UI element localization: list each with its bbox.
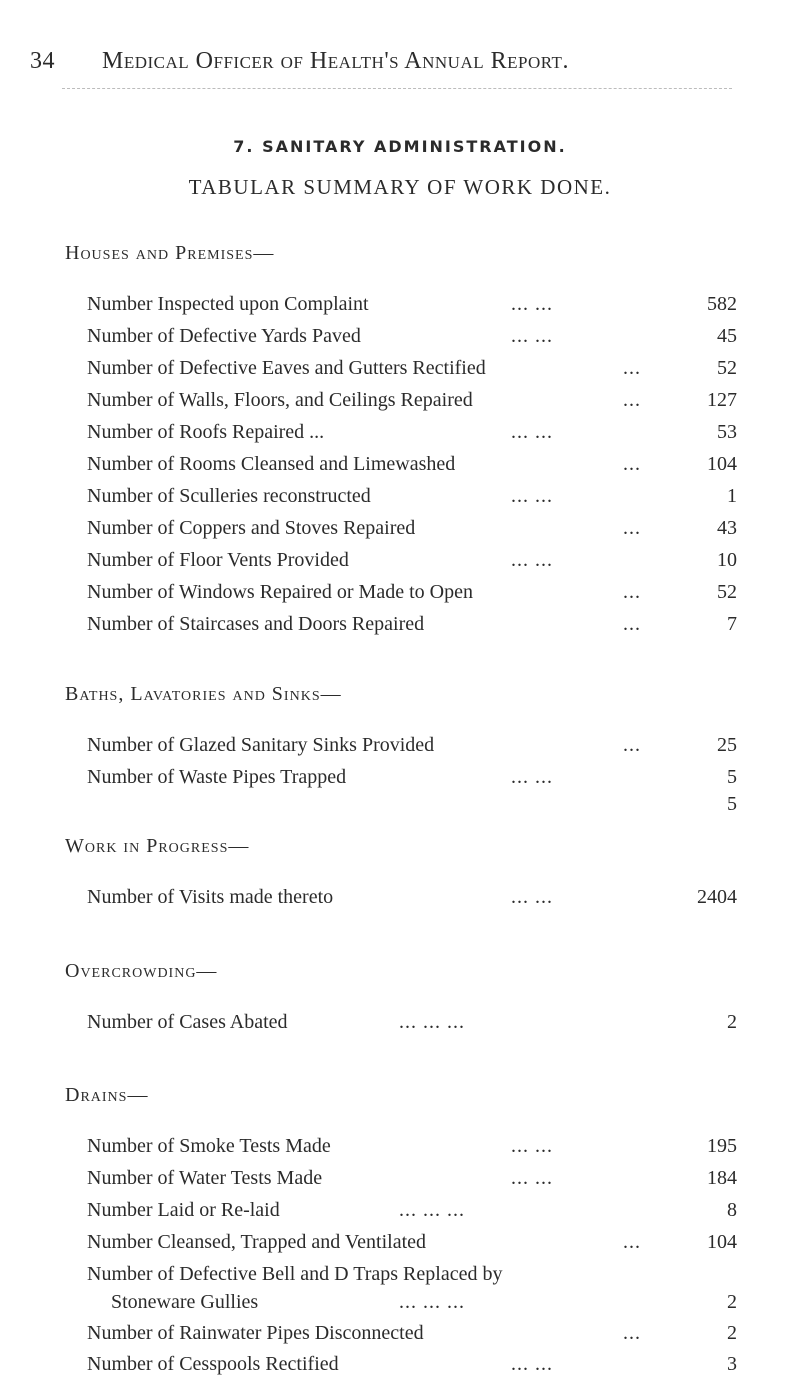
- header-rule: [62, 88, 732, 89]
- row-leader: ... ...: [511, 325, 553, 347]
- row-leader: ...: [623, 1322, 641, 1344]
- row-label: Number of Staircases and Doors Repaired: [87, 613, 425, 635]
- page-header: [30, 48, 800, 88]
- table-row: [87, 485, 737, 515]
- table-row: [87, 581, 737, 611]
- row-label: Number of Coppers and Stoves Repaired: [87, 517, 416, 539]
- table-row: [87, 1231, 737, 1261]
- row-label: Number of Roofs Repaired ...: [87, 421, 325, 443]
- group-heading-progress: Work in Progress—: [65, 835, 250, 857]
- row-label: Number of Floor Vents Provided: [87, 549, 349, 571]
- row-value: 5: [727, 766, 737, 788]
- row-label-continued: Stoneware Gullies: [111, 1291, 259, 1313]
- row-value: 184: [707, 1167, 737, 1189]
- table-row: [87, 1199, 737, 1229]
- row-value: 10: [717, 549, 737, 571]
- table-row: [87, 1322, 737, 1352]
- row-leader: ... ...: [511, 421, 553, 443]
- row-label: Number of Water Tests Made: [87, 1167, 323, 1189]
- row-value: 52: [717, 357, 737, 379]
- row-leader: ... ...: [511, 549, 553, 571]
- row-value: 8: [727, 1199, 737, 1221]
- row-label: Number of Defective Yards Paved: [87, 325, 361, 347]
- row-value: 104: [707, 1231, 737, 1253]
- subtotal-value: 5: [727, 793, 737, 815]
- row-value: 7: [727, 613, 737, 635]
- row-value: 45: [717, 325, 737, 347]
- table-row: [87, 1353, 737, 1383]
- group-heading-baths: Baths, Lavatories and Sinks—: [65, 683, 342, 705]
- row-label: Number of Rooms Cleansed and Limewashed: [87, 453, 456, 475]
- table-row: [87, 325, 737, 355]
- row-label: Number of Cases Abated: [87, 1011, 288, 1033]
- row-leader: ... ... ...: [399, 1291, 465, 1313]
- row-value: 53: [717, 421, 737, 443]
- row-leader: ...: [623, 734, 641, 756]
- row-label: Number of Waste Pipes Trapped: [87, 766, 347, 788]
- row-leader: ...: [623, 581, 641, 603]
- table-row: [87, 293, 737, 323]
- group-heading-drains: Drains—: [65, 1084, 149, 1106]
- row-label: Number Inspected upon Complaint: [87, 293, 369, 315]
- row-value: 127: [707, 389, 737, 411]
- table-row: [87, 389, 737, 419]
- row-value: 3: [727, 1353, 737, 1375]
- table-row: [87, 453, 737, 483]
- row-value: 2: [727, 1011, 737, 1033]
- row-value: 195: [707, 1135, 737, 1157]
- row-leader: ...: [623, 517, 641, 539]
- row-label: Number of Cesspools Rectified: [87, 1353, 339, 1375]
- row-leader: ...: [623, 453, 641, 475]
- row-label: Number Laid or Re-laid: [87, 1199, 280, 1221]
- group-heading-houses: Houses and Premises—: [65, 242, 275, 264]
- row-leader: ...: [623, 1231, 641, 1253]
- row-leader: ... ... ...: [399, 1011, 465, 1033]
- running-title: Medical Officer of Health's Annual Report.: [102, 48, 569, 74]
- table-row: [87, 1263, 737, 1321]
- row-leader: ... ... ...: [399, 1199, 465, 1221]
- table-row: [87, 549, 737, 579]
- row-value: 582: [707, 293, 737, 315]
- row-leader: ... ...: [511, 1135, 553, 1157]
- row-leader: ... ...: [511, 886, 553, 908]
- row-leader: ...: [623, 389, 641, 411]
- table-row: [87, 1011, 737, 1041]
- table-row: [87, 734, 737, 764]
- row-label: Number of Glazed Sanitary Sinks Provided: [87, 734, 435, 756]
- table-row: [87, 613, 737, 643]
- section-title: 7. SANITARY ADMINISTRATION.: [233, 137, 567, 156]
- row-value: 104: [707, 453, 737, 475]
- row-label: Number of Windows Repaired or Made to Open: [87, 581, 473, 603]
- row-label: Number of Sculleries reconstructed: [87, 485, 371, 507]
- row-leader: ... ...: [511, 485, 553, 507]
- group-heading-overcrowding: Overcrowding—: [65, 960, 218, 982]
- row-value: 52: [717, 581, 737, 603]
- row-label: Number of Smoke Tests Made: [87, 1135, 331, 1157]
- row-leader: ... ...: [511, 293, 553, 315]
- table-title: TABULAR SUMMARY OF WORK DONE.: [188, 175, 612, 199]
- row-value: 43: [717, 517, 737, 539]
- row-leader: ... ...: [511, 1353, 553, 1375]
- row-leader: ...: [623, 357, 641, 379]
- row-label: Number of Visits made thereto: [87, 886, 334, 908]
- row-label: Number of Rainwater Pipes Disconnected: [87, 1322, 424, 1344]
- table-row: [87, 421, 737, 451]
- row-label: Number of Walls, Floors, and Ceilings Repaired: [87, 389, 473, 411]
- table-row: [87, 886, 737, 916]
- table-row: [87, 766, 737, 796]
- row-leader: ...: [623, 613, 641, 635]
- row-value: 1: [727, 485, 737, 507]
- row-label: Number of Defective Eaves and Gutters Rectified: [87, 357, 486, 379]
- row-leader: ... ...: [511, 1167, 553, 1189]
- row-leader: ... ...: [511, 766, 553, 788]
- page-number: 34: [30, 48, 55, 74]
- row-value: 2: [727, 1291, 737, 1313]
- table-row: [87, 357, 737, 387]
- row-value: 2: [727, 1322, 737, 1344]
- row-label: Number of Defective Bell and D Traps Replaced by: [87, 1263, 503, 1285]
- row-label: Number Cleansed, Trapped and Ventilated: [87, 1231, 427, 1253]
- table-row: [87, 1135, 737, 1165]
- table-row: [87, 1167, 737, 1197]
- table-row: [87, 517, 737, 547]
- row-value: 2404: [697, 886, 737, 908]
- row-value: 25: [717, 734, 737, 756]
